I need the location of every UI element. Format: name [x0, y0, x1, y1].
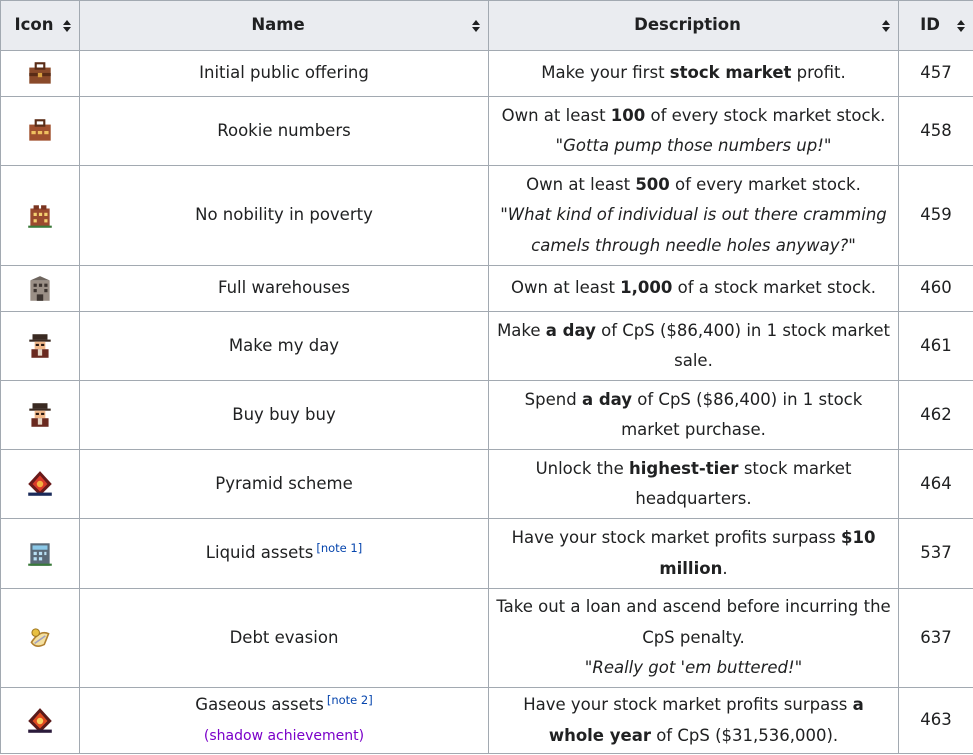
name-cell: [80, 381, 489, 450]
id-cell: 461: [899, 312, 973, 381]
icon-cell: [1, 519, 80, 589]
desc-text: Spend: [524, 389, 582, 409]
pyramid-icon: [1, 469, 79, 499]
desc-text: of a stock market stock.: [672, 278, 876, 298]
description-cell: [489, 688, 899, 754]
flavor-quote: "Gotta pump those numbers up!": [555, 136, 832, 155]
table-row: [1, 312, 973, 381]
briefcase-small-icon: [1, 59, 79, 89]
sort-arrows-icon[interactable]: [882, 20, 890, 32]
desc-text: Make your first: [541, 63, 670, 83]
icon-cell: [1, 450, 80, 519]
desc-text: Unlock the: [535, 458, 629, 478]
description-cell: [489, 589, 899, 688]
description-cell: [489, 312, 899, 381]
header-row: [1, 1, 973, 51]
desc-bold: 100: [610, 105, 646, 125]
id-cell: 457: [899, 51, 973, 97]
icon-cell: [1, 312, 80, 381]
desc-text: Have your stock market profits surpass: [523, 695, 853, 714]
flavor-quote: "What kind of individual is out there cramming camels through needle holes anyway?": [500, 205, 887, 255]
desc-bold: stock market: [669, 63, 792, 83]
achievement-name: Debt evasion: [229, 627, 339, 647]
icon-cell: [1, 381, 80, 450]
achievement-name: Make my day: [228, 335, 340, 355]
achievement-name: Rookie numbers: [217, 120, 351, 140]
id-cell: 537: [899, 519, 973, 589]
banker-icon: [1, 400, 79, 430]
sort-arrows-icon[interactable]: [957, 20, 965, 32]
desc-text: Make: [497, 320, 546, 340]
table-row: [1, 51, 973, 97]
table-row: [1, 688, 973, 754]
desc-text: .: [722, 558, 728, 578]
desc-text: stock market headquarters.: [635, 458, 852, 508]
id-cell: 637: [899, 589, 973, 688]
description-cell: [489, 381, 899, 450]
description-cell: [489, 519, 899, 589]
achievement-name: No nobility in poverty: [195, 205, 373, 225]
name-cell: [80, 51, 489, 97]
icon-cell: [1, 51, 80, 97]
shadow-achievement-link[interactable]: (shadow achievement): [203, 727, 365, 744]
desc-text: Have your stock market profits surpass: [511, 528, 841, 547]
name-cell: [80, 589, 489, 688]
header-description[interactable]: Description: [489, 1, 899, 51]
desc-text: of CpS ($86,400) in 1 stock market purchase.: [621, 389, 863, 439]
table-row: [1, 589, 973, 688]
table-row: [1, 381, 973, 450]
name-cell: [80, 688, 489, 754]
sort-arrows-icon[interactable]: [63, 20, 71, 32]
id-cell: 462: [899, 381, 973, 450]
icon-cell: [1, 688, 80, 754]
icon-cell: [1, 97, 80, 166]
achievement-name: Gaseous assets: [195, 695, 324, 715]
gas-pyramid-icon: [1, 706, 79, 736]
header-name[interactable]: Name: [80, 1, 489, 51]
briefcase-icon: [1, 116, 79, 146]
desc-bold: 500: [635, 174, 670, 194]
desc-text: profit.: [791, 63, 846, 83]
table-row: [1, 97, 973, 166]
header-icon[interactable]: Icon: [1, 1, 80, 51]
liquid-tower-icon: [1, 539, 79, 569]
icon-cell: [1, 166, 80, 266]
warehouse-icon: [1, 274, 79, 304]
desc-bold: a day: [545, 320, 596, 340]
name-cell: [80, 450, 489, 519]
achievement-name: Full warehouses: [218, 278, 350, 298]
id-cell: 464: [899, 450, 973, 519]
note-link[interactable]: [note 1]: [316, 540, 363, 555]
achievement-name: Buy buy buy: [232, 404, 336, 424]
desc-bold: 1,000: [620, 278, 673, 298]
building-small-icon: [1, 201, 79, 231]
achievement-name: Liquid assets: [205, 543, 314, 563]
desc-text: Own at least: [526, 174, 636, 194]
description-cell: [489, 97, 899, 166]
name-cell: [80, 166, 489, 266]
desc-text: Take out a loan and ascend before incurring the CpS penalty.: [496, 597, 891, 647]
table-row: [1, 166, 973, 266]
icon-cell: [1, 589, 80, 688]
desc-bold: highest-tier: [628, 458, 739, 478]
desc-bold: a whole year: [548, 695, 864, 745]
name-cell: [80, 266, 489, 312]
name-cell: [80, 519, 489, 589]
scroll-icon: [1, 623, 79, 653]
name-cell: [80, 97, 489, 166]
id-cell: 460: [899, 266, 973, 312]
achievement-name: Initial public offering: [199, 63, 369, 83]
desc-text: Own at least: [511, 278, 621, 298]
description-cell: [489, 166, 899, 266]
table-row: [1, 519, 973, 589]
note-link[interactable]: [note 2]: [326, 692, 373, 707]
table-row: [1, 450, 973, 519]
description-cell: [489, 51, 899, 97]
desc-bold: $10 million: [659, 528, 876, 578]
table-row: [1, 266, 973, 312]
id-cell: 463: [899, 688, 973, 754]
description-cell: [489, 450, 899, 519]
sort-arrows-icon[interactable]: [472, 20, 480, 32]
id-cell: 459: [899, 166, 973, 266]
desc-text: of every market stock.: [669, 174, 861, 194]
banker-icon: [1, 331, 79, 361]
icon-cell: [1, 266, 80, 312]
id-cell: 458: [899, 97, 973, 166]
name-cell: [80, 312, 489, 381]
desc-text: of CpS ($31,536,000).: [650, 725, 839, 745]
description-cell: [489, 266, 899, 312]
desc-text: of CpS ($86,400) in 1 stock market sale.: [595, 320, 890, 370]
desc-text: of every stock market stock.: [645, 105, 886, 125]
desc-bold: a day: [581, 389, 633, 409]
header-id[interactable]: ID: [899, 1, 973, 51]
achievement-name: Pyramid scheme: [215, 473, 353, 493]
flavor-quote: "Really got 'em buttered!": [584, 658, 803, 678]
desc-text: Own at least: [501, 105, 611, 125]
